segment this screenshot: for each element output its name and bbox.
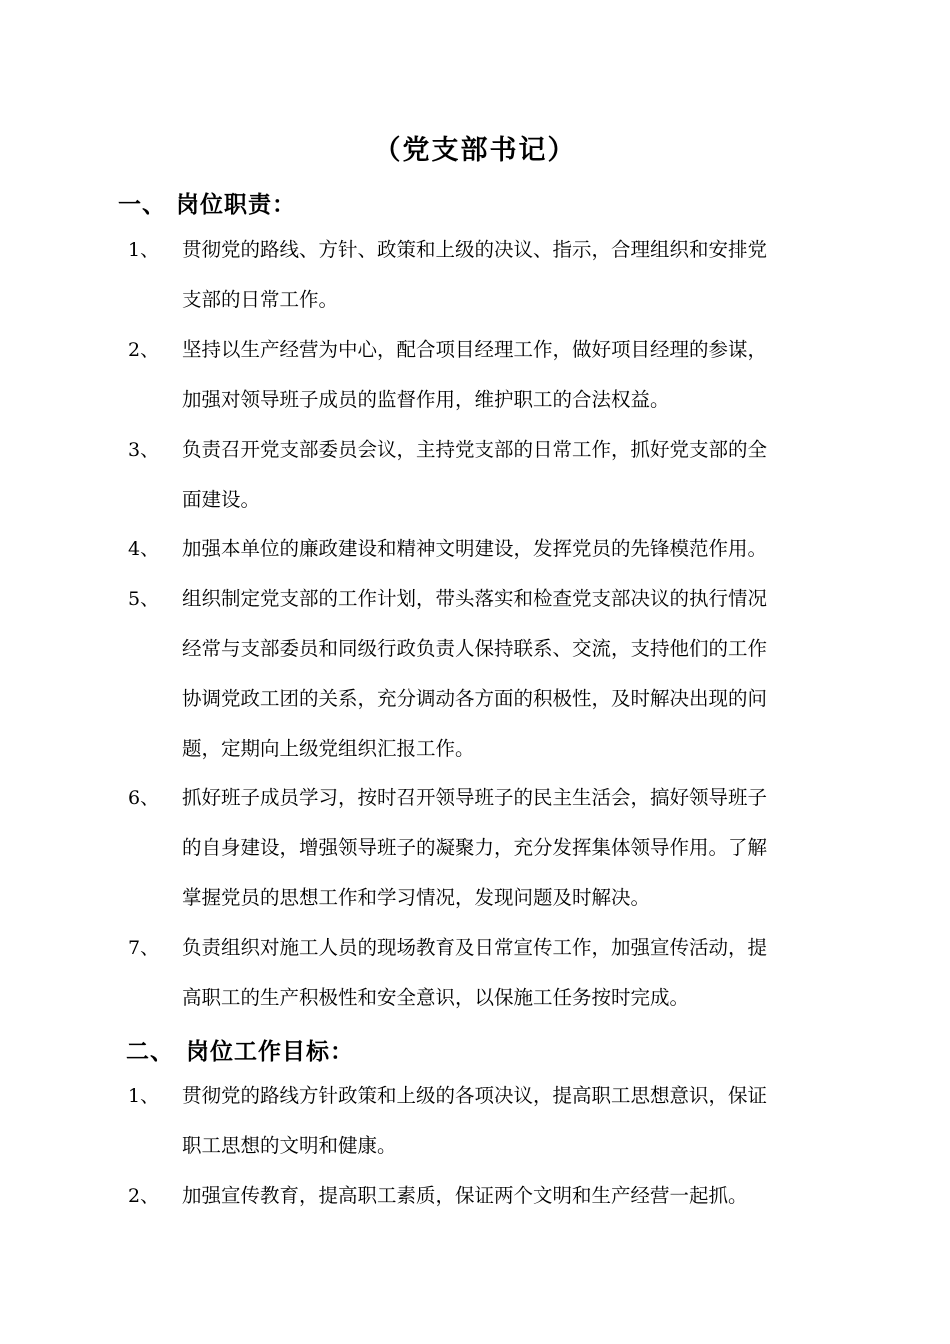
item-line: 贯彻党的路线、方针、政策和上级的决议、指示，合理组织和安排党: [182, 238, 768, 261]
item-number: 3、: [128, 439, 160, 461]
section-title: 岗位工作目标：: [186, 1038, 354, 1065]
item-line: 的自身建设，增强领导班子的凝聚力，充分发挥集体领导作用。了解: [182, 836, 768, 859]
item-line: 职工思想的文明和健康。: [182, 1134, 397, 1157]
item-line: 负责召开党支部委员会议，主持党支部的日常工作，抓好党支部的全: [182, 438, 768, 461]
document-title: （党支部书记）: [373, 135, 577, 166]
item-line: 支部的日常工作。: [182, 288, 339, 311]
item-line: 掌握党员的思想工作和学习情况，发现问题及时解决。: [182, 886, 651, 909]
item-number: 2、: [128, 1185, 160, 1207]
item-line: 负责组织对施工人员的现场教育及日常宣传工作，加强宣传活动，提: [182, 936, 768, 959]
item-number: 5、: [128, 588, 160, 610]
item-number: 1、: [128, 1085, 160, 1107]
section-title: 岗位职责：: [176, 191, 296, 218]
item-line: 坚持以生产经营为中心，配合项目经理工作，做好项目经理的参谋，: [182, 338, 768, 361]
item-line: 加强宣传教育，提高职工素质，保证两个文明和生产经营一起抓。: [182, 1184, 748, 1207]
item-line: 面建设。: [182, 488, 261, 511]
item-line: 加强本单位的廉政建设和精神文明建设，发挥党员的先锋模范作用。: [182, 537, 768, 560]
item-line: 组织制定党支部的工作计划，带头落实和检查党支部决议的执行情况: [182, 587, 768, 610]
item-line: 协调党政工团的关系，充分调动各方面的积极性，及时解决出现的问: [182, 687, 768, 710]
item-line: 经常与支部委员和同级行政负责人保持联系、交流，支持他们的工作: [182, 637, 768, 660]
item-number: 2、: [128, 339, 160, 361]
section-number: 一、: [118, 191, 166, 218]
item-line: 贯彻党的路线方针政策和上级的各项决议，提高职工思想意识，保证: [182, 1084, 768, 1107]
section-heading-1: [118, 186, 296, 219]
section-number: 二、: [126, 1038, 174, 1065]
item-number: 4、: [128, 538, 160, 560]
section-heading-2: [126, 1033, 354, 1066]
item-line: 加强对领导班子成员的监督作用，维护职工的合法权益。: [182, 388, 670, 411]
item-number: 7、: [128, 937, 160, 959]
item-line: 题，定期向上级党组织汇报工作。: [182, 737, 475, 760]
item-number: 6、: [128, 787, 160, 809]
item-line: 抓好班子成员学习，按时召开领导班子的民主生活会，搞好领导班子: [182, 786, 768, 809]
item-line: 高职工的生产积极性和安全意识，以保施工任务按时完成。: [182, 986, 690, 1009]
item-number: 1、: [128, 239, 160, 261]
